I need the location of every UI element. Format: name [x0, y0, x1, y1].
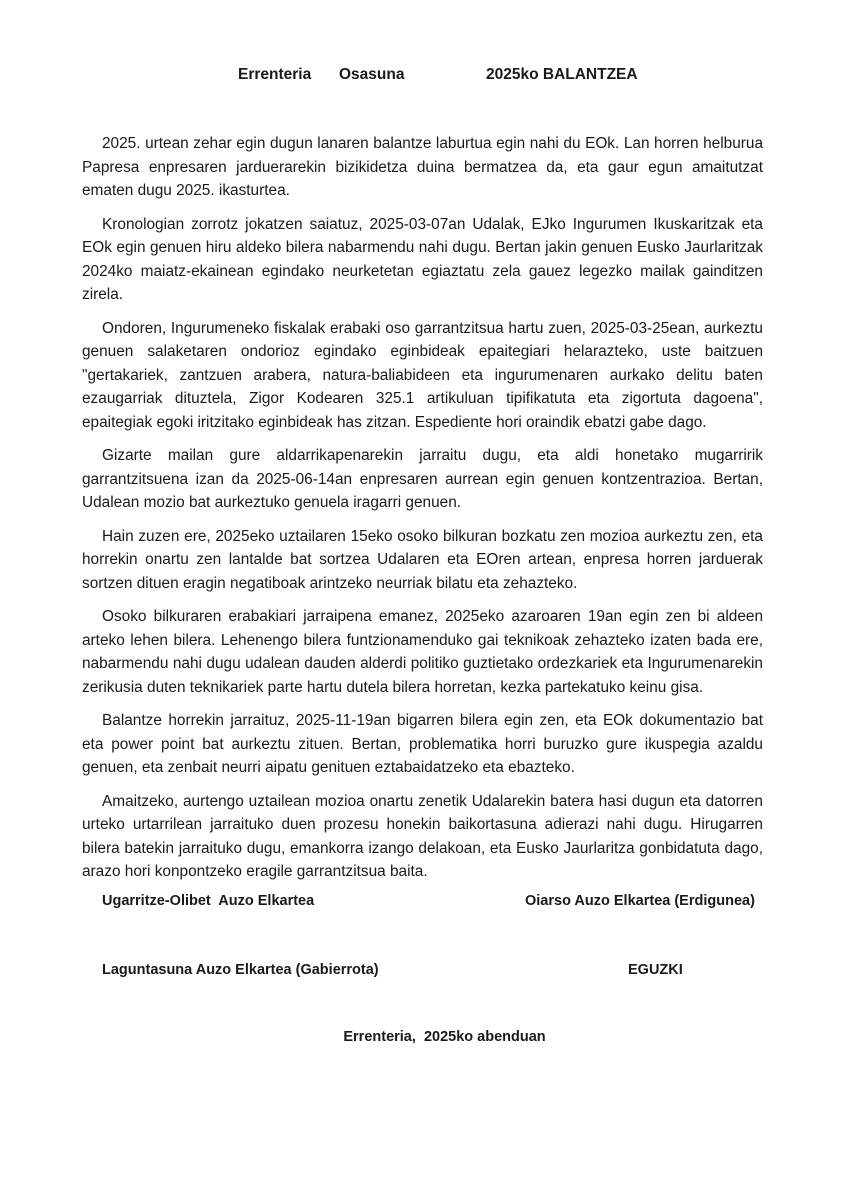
signatory-laguntasuna: Laguntasuna Auzo Elkartea (Gabierrota) [102, 962, 379, 978]
paragraph: Ondoren, Ingurumeneko fiskalak erabaki oso garrantzitsua hartu zuen, 2025-03-25ean, aurkeztu genuen salaketaren ondorioz egindako eginbideak epaitegiari helarazteko, uste baitzuen "gertakariek, zantzuen arabera, natura-baliabideen eta ingurumenaren aurkako delitu baten ezaugarriak dituztela, Zigor Kodearen 325.1 artikuluan tipifikatuta eta zigortuta dagoena", epaitegiak egoki iritzitako eginbideak has zitzan. Espediente hori oraindik ebatzi gabe dago. [82, 319, 763, 431]
paragraph: Osoko bilkuraren erabakiari jarraipena emanez, 2025eko azaroaren 19an egin zen bi aldeen arteko lehen bilera. Lehenengo bilera funtzionamenduko gai teknikoak zehazteko izaten bada ere, nabarmendu nahi dugu udalean dauden alderdi politiko guztietako ordezkariek eta Ingurumenarekin zerikusia duten teknikariek parte hartu dutela bilera horretan, kezka partekatuko keinu gisa. [82, 608, 763, 696]
paragraph: 2025. urtean zehar egin dugun lanaren balantze laburtua egin nahi du EOk. Lan horren helburua Papresa enpresaren jarduerarekin bizikidetza duina bermatzea da, eta gaur egun amaitutzat ematen dugu 2025. ikasturtea. [82, 135, 763, 199]
header-organization: Osasuna [339, 66, 405, 83]
signatory-oiarso: Oiarso Auzo Elkartea (Erdigunea) [525, 893, 755, 909]
closing-line [0, 1029, 849, 1045]
signatory-ugarritze-olibet: Ugarritze-Olibet Auzo Elkartea [102, 893, 315, 909]
paragraph: Kronologian zorrotz jokatzen saiatuz, 2025-03-07an Udalak, EJko Ingurumen Ikuskaritzak eta EOk egin genuen hiru aldeko bilera nabarmendu nahi dugu. Bertan jakin genuen Eusko Jaurlaritzak 2024ko maiatz-ekainean egindako neurketetan egiaztatu zela gauez legezko mailak gainditzen zirela. [82, 215, 763, 303]
document-title: 2025ko BALANTZEA [486, 66, 638, 83]
document-header [0, 66, 849, 88]
paragraph: Amaitzeko, aurtengo uztailean mozioa onartu zenetik Udalarekin batera hasi dugun eta datorren urteko urtarrilean jarraituko duen prozesu honekin baikortasuna adierazi nahi dugu. Hirugarren bilera batekin jarraituko dugu, emankorra izango delakoan, eta Eusko Jaurlaritza gonbidatuta dago, arazo hori konpontzeko eragile garrantzitsua baita. [82, 792, 763, 880]
paragraph: Hain zuzen ere, 2025eko uztailaren 15eko osoko bilkuran bozkatu zen mozioa aurkeztu zen, eta horrekin onartu zen lantalde bat sortzea Udalaren eta EOren artean, enpresa horren jarduerak sortzen dituen eragin negatiboak arintzeko neurriak bilatu eta zehazteko. [82, 527, 763, 592]
header-town: Errenteria [238, 66, 312, 83]
signatory-eguzki: EGUZKI [628, 962, 683, 978]
document-body [82, 132, 763, 894]
paragraph: Balantze horrekin jarraituz, 2025-11-19an bigarren bilera egin zen, eta EOk dokumentazio bat eta power point bat aurkeztu zituen. Bertan, problematika horri buruzko gure ikuspegia azaldu genuen, eta zenbait neurri aipatu genituen eztabaidatzeko eta ebazteko. [82, 712, 763, 776]
paragraph: Gizarte mailan gure aldarrikapenarekin jarraitu dugu, eta aldi honetako mugarririk garrantzitsuena izan da 2025-06-14an enpresaren aurrean egin genuen kontzentrazioa. Bertan, Udalean mozio bat aurkeztuko genuela iragarri genuen. [82, 447, 763, 511]
closing-place-date: Errenteria, 2025ko abenduan [343, 1029, 546, 1045]
